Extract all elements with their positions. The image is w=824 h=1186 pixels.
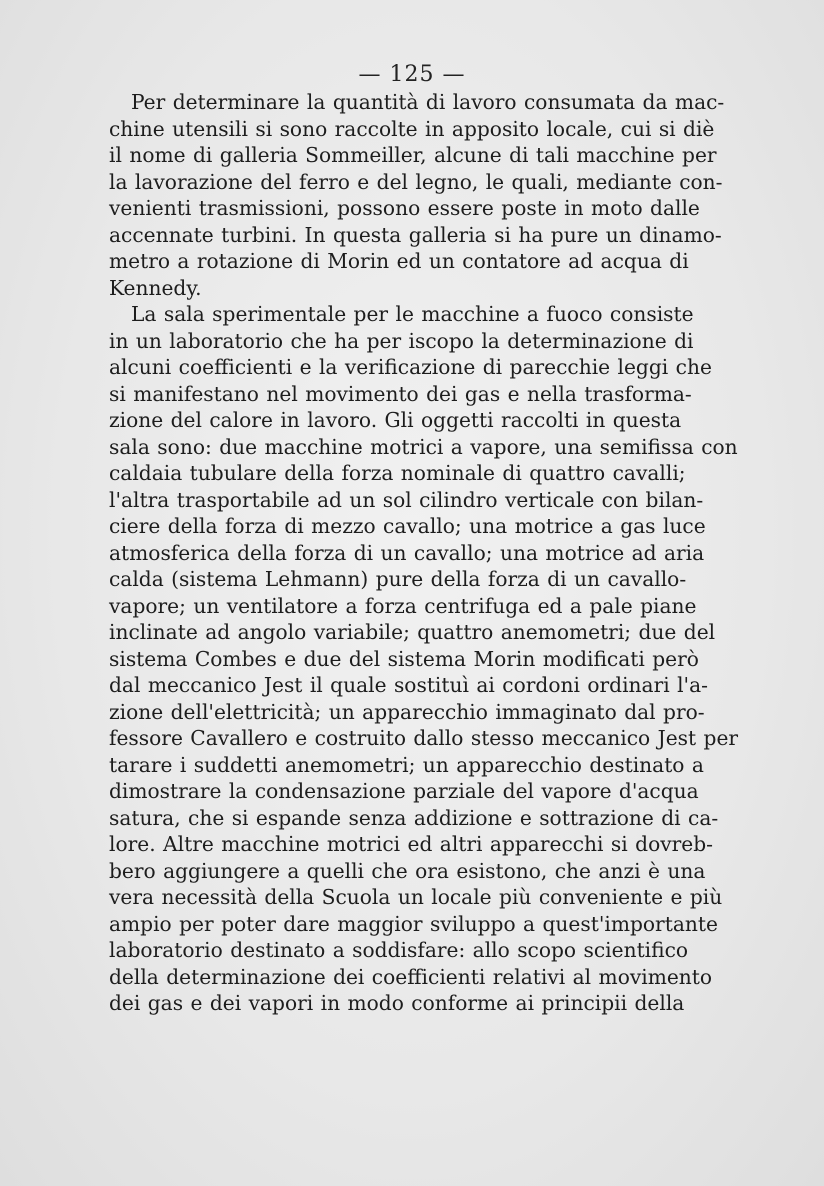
text-line: La sala sperimentale per le macchine a fuoco consiste: [131, 302, 694, 326]
text-line: lore. Altre macchine motrici ed altri apparecchi si dovreb-: [109, 832, 713, 856]
text-line: la lavorazione del ferro e del legno, le quali, mediante con-: [109, 169, 723, 194]
text-line: in un laboratorio che ha per iscopo la determinazione di: [109, 328, 694, 353]
text-line: il nome di galleria Sommeiller, alcune di tali macchine per: [109, 143, 717, 167]
page-number: — 125 —: [358, 62, 466, 87]
text-line: ampio per poter dare maggior sviluppo a quest'importante: [109, 911, 718, 936]
text-line: accennate turbini. In questa galleria si ha pure un dinamo-: [109, 222, 722, 247]
text-line: venienti trasmissioni, possono essere poste in moto dalle: [109, 196, 700, 220]
text-line: vera necessità della Scuola un locale più conveniente e più: [109, 885, 723, 909]
text-line: dal meccanico Jest il quale sostituì ai cordoni ordinari l'a-: [109, 673, 708, 697]
text-line: fessore Cavallero e costruito dallo stesso meccanico Jest per: [109, 726, 739, 750]
text-line: caldaia tubulare della forza nominale di quattro cavalli;: [109, 461, 686, 485]
text-line: sala sono: due macchine motrici a vapore, una semifissa con: [109, 434, 738, 459]
text-line: dei gas e dei vapori in modo conforme ai principii della: [109, 991, 685, 1015]
text-line: zione dell'elettricità; un apparecchio immaginato dal pro-: [109, 699, 705, 724]
text-line: sistema Combes e due del sistema Morin modificati però: [109, 646, 699, 671]
text-line: vapore; un ventilatore a forza centrifuga ed a pale piane: [109, 593, 697, 618]
text-line: chine utensili si sono raccolte in apposito locale, cui si diè: [109, 116, 715, 141]
text-line: metro a rotazione di Morin ed un contatore ad acqua di: [109, 249, 689, 273]
text-line: dimostrare la condensazione parziale del vapore d'acqua: [109, 779, 699, 803]
text-line: calda (sistema Lehmann) pure della forza di un cavallo-: [109, 567, 687, 591]
text-line: si manifestano nel movimento dei gas e nella trasforma-: [109, 381, 692, 406]
body-text: [109, 89, 739, 1017]
text-line: ciere della forza di mezzo cavallo; una motrice a gas luce: [109, 514, 706, 538]
text-line: inclinate ad angolo variabile; quattro anemometri; due del: [109, 620, 716, 644]
text-line: Per determinare la quantità di lavoro consumata da mac-: [131, 90, 725, 114]
text-line: l'altra trasportabile ad un sol cilindro verticale con bilan-: [109, 487, 704, 512]
text-line: Kennedy.: [109, 275, 202, 300]
text-line: laboratorio destinato a soddisfare: allo scopo scientifico: [109, 938, 689, 962]
text-line: zione del calore in lavoro. Gli oggetti raccolti in questa: [109, 408, 682, 432]
text-line: della determinazione dei coefficienti relativi al movimento: [109, 964, 713, 989]
text-line: bero aggiungere a quelli che ora esistono, che anzi è una: [109, 858, 706, 883]
text-line: atmosferica della forza di un cavallo; una motrice ad aria: [109, 540, 705, 565]
text-line: satura, che si espande senza addizione e sottrazione di ca-: [109, 805, 719, 830]
text-line: alcuni coefficienti e la verificazione di parecchie leggi che: [109, 355, 712, 379]
text-line: tarare i suddetti anemometri; un apparecchio destinato a: [109, 752, 704, 777]
